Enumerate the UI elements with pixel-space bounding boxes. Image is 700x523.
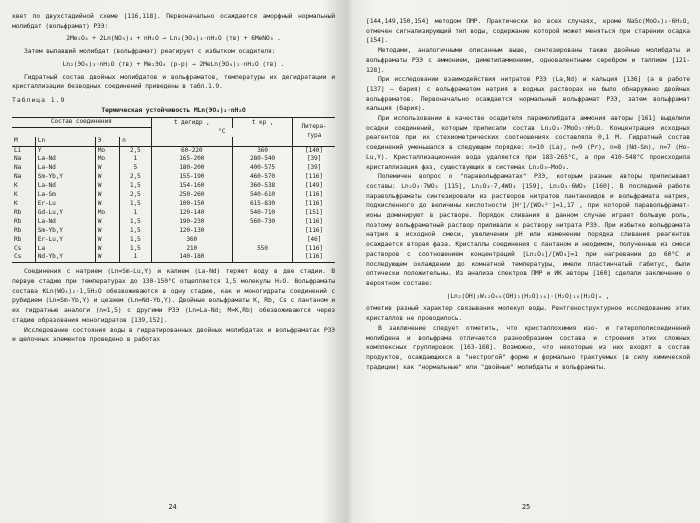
table-row: [12, 227, 335, 236]
cell-n: 1,5: [120, 182, 151, 191]
cell-tdegidr: 120-140: [151, 209, 232, 218]
cell-tkr: 540-610: [232, 191, 292, 200]
cell-tkr: [232, 227, 292, 236]
cell-n: 5: [120, 164, 151, 173]
header-n: n: [120, 137, 151, 146]
thermal-stability-table: [12, 117, 335, 263]
cell-e: Mo: [95, 146, 119, 155]
table-row: [12, 209, 335, 218]
equation: Ln₂(ЭO₄)₃·nH₂O (тв) + Me₂ЭO₄ (р-р) → 2MeLn(ЭO₄)₂·nH₂O (тв) .: [62, 59, 285, 68]
cell-m: Rb: [14, 217, 22, 225]
page-number: 25: [521, 503, 531, 512]
paragraph: Исследование состояния воды в гидратированных двойных молибдатах и вольфраматах РЗЭ и щелочных элементов проведено в работах: [12, 325, 335, 344]
cell-lit: [116]: [293, 218, 336, 227]
paragraph: В заключение следует отметить, что кристаллохимия изо- и гетерополисоединений молибдена и вольфрама отличается разнообразием состава и строения этих сложных комплексных группировок [163-168]. Возможно, что некоторые из них входят в состав продуктов, осаждающихся в "нестрогой" форме и формально трактуемых (в силу химической традиции) как "нормальные" или "двойные" молибдаты и вольфраматы.: [366, 323, 690, 371]
cell-n: 1,5: [120, 245, 151, 254]
cell-e: W: [95, 245, 119, 254]
cell-n: 1: [120, 253, 151, 262]
cell-m: Na: [14, 173, 22, 181]
cell-lit: [39]: [293, 155, 336, 164]
cell-m: Li: [14, 146, 22, 154]
cell-n: 1,5: [120, 236, 151, 245]
header-composition: Состав соединения: [12, 118, 151, 128]
cell-m: Cs: [12, 253, 35, 262]
cell-lit: [39]: [293, 164, 336, 173]
cell-e: Mo: [95, 209, 119, 218]
cell-m: K: [14, 182, 18, 190]
cell-tdegidr: 210: [151, 245, 232, 254]
cell-ln: Gd-Lu,Y: [35, 209, 95, 218]
header-tdegidr: t дегидр ,: [151, 118, 232, 128]
cell-tdegidr: 180-200: [151, 164, 232, 173]
cell-lit: [46]: [293, 236, 336, 245]
cell-m: K: [14, 191, 18, 199]
cell-tdegidr: 100-150: [151, 200, 232, 209]
cell-n: 2,5: [120, 191, 151, 200]
cell-tkr: 360-538: [232, 182, 292, 191]
cell-tkr: 615-830: [232, 200, 292, 209]
header-e: Э: [95, 137, 119, 146]
table-row: [12, 164, 335, 173]
cell-lit: [116]: [293, 200, 336, 209]
cell-tkr: 540-710: [232, 209, 292, 218]
cell-ln: La-Sm: [35, 191, 95, 200]
cell-m: Rb: [14, 235, 22, 243]
table-row: [12, 191, 335, 200]
cell-tdegidr: 120-130: [151, 227, 232, 236]
cell-ln: La-Nd: [35, 218, 95, 227]
page-number: 24: [168, 503, 177, 512]
cell-m: Na: [14, 164, 22, 172]
cell-tkr: 400-575: [232, 164, 292, 173]
cell-tkr: 550: [232, 245, 292, 254]
cell-tdegidr: 250-260: [151, 191, 232, 200]
cell-m: Cs: [14, 244, 22, 252]
cell-lit: [116]: [293, 173, 336, 182]
cell-ln: Sm-Yb,Y: [35, 227, 95, 236]
cell-m: Rb: [14, 226, 22, 234]
table-title: Термическая устойчивость MLn(ЭO₄)₂·nH₂O: [101, 105, 246, 114]
paragraph: Методами, аналогичными описанным выше, синтезированы также двойные молибдаты и вольфраматы РЗЭ с аммонием, диметиламмонием, одновалентными серебром и таллием [121-128].: [366, 46, 690, 74]
cell-lit: [116]: [293, 227, 336, 236]
cell-tdegidr: 140-180: [151, 253, 232, 262]
table-row: [12, 155, 335, 164]
table-row: [12, 200, 335, 209]
paragraph: квет по двухстадийной схеме [116,118]. Первоначально осаждается аморфный нормальный молибдат (вольфрамат) РЗЭ:: [12, 12, 335, 30]
cell-tkr: [232, 253, 292, 262]
header-m: M: [12, 137, 35, 146]
cell-ln: La-Nd: [35, 182, 95, 191]
paragraph: При использовании в качестве осадителя парамолибдата аммония авторы [161] выделили осадки соединений, которым приписали состав Ln₂O₃·7MoO₃·nH₂O. Концентрация исходных реагентов при их стехиометрических соотношениях составляла 0,1 М. Гидратный состав соединений уменьшался в следующем порядке: n=10 (La), n=9 (Pr), n=8 (Nd-Sm), n=7 (Ho-Lu,Y). Кристаллизационная вода удаляется при 183-265°С, а при 410-548°С происходила кристаллизация фаз, существующих в системах Ln₂O₃–MoO₃.: [366, 114, 690, 171]
cell-tkr: 280-540: [232, 155, 292, 164]
cell-ln: Nd-Yb,Y: [35, 253, 95, 262]
cell-ln: Sm-Yb,Y: [35, 173, 95, 182]
equation: 2Me₂O₄ + 2Ln(NO₃)₃ + nH₂O → Ln₂(ЭO₄)₃·nH₂O (тв) + 6MeNO₃ .: [66, 34, 281, 43]
cell-lit: [116]: [293, 245, 336, 254]
paragraph: При исследовании взаимодействия нитратов РЗЭ (La,Nd) и кальция [136] (а в работе [137] – бария) с вольфраматом натрия в водных растворах не было обнаружено двойных вольфраматов. Первоначально осаждается нормальный вольфрамат РЗЭ, затем вольфрамат кальция (бария).: [366, 75, 690, 113]
cell-n: 1: [120, 209, 151, 218]
paragraph: Полемичен вопрос о "паравольфраматах" РЗЭ, которым разные авторы приписывают составы: Ln₂O₃·7WO₃ [115], Ln₂O₃·7,4WO₃ [159], Ln₂O₃·6WO₃ [160]. В последней работе паравольфраматы синтезировали из растворов нитратов лантаноидов и вольфрамата натрия, подкисленного до величины кислотности [H⁺]/[WO₄²⁻]=1,17 , при которой паравольфрамат-ионы доминируют в растворе. Порядок сливания в данном случае играет большую роль, поэтому вольфраматный раствор приливали к раствору нитрата РЗЭ. При избытке вольфрамата натрия в исходной смеси, увеличении pH или изменении порядка сливания реагентов осаждается вторая фаза. Кристаллы соединения с лантаном и неодимом, полученные из смеси растворов с соотношением концентраций [Ln₂O₃]/[WO₃]=1 при нагревании до 60°С и последующем охлаждении до комнатной температуры, имели пластинчатый габитус, были оптически положительны. Из анализа спектров ПМР и ИК авторы [160] сделали заключение о вероятном составе:: [366, 172, 690, 287]
paragraph: Соединения с натрием (Ln=Sm-Lu,Y) и калием (La-Nd) теряют воду в две стадии. В первую стадию при температурах до 130-150°С отщепляется 1,5 молекулы H₂O. Вольфраматы состава KLn(WO₄)₂·1,5H₂O обезвоживаются в одну стадию, как и моногидраты соединений с рубидием (Ln=Sm-Yb,Y) и цезием (Ln=Nd-Yb,Y). Двойные вольфраматы K, Rb, Cs с лантаном и их гидратные аналоги (n=1,5) с другими РЗЭ (Ln=La-Nd; M=K,Rb) обезвоживаются через стадию образования моногидратов [139,152].: [12, 267, 335, 324]
table-caption: Таблица 1.9: [12, 95, 66, 104]
paragraph: Затем выпавший молибдат (вольфрамат) реагирует с избытком осадителя:: [24, 47, 276, 56]
cell-ln: La-Nd: [35, 164, 95, 173]
cell-tdegidr: 360: [151, 236, 232, 245]
cell-tdegidr: 190-230: [151, 218, 232, 227]
header-tkr: t кр ,: [232, 118, 292, 128]
cell-m: K: [14, 199, 18, 207]
header-ln: Ln: [35, 137, 95, 146]
page-left: [0, 0, 345, 523]
cell-e: W: [95, 182, 119, 191]
table-row: [12, 245, 335, 254]
cell-lit: [151]: [293, 209, 336, 218]
cell-tkr: 560-730: [232, 218, 292, 227]
paragraph: отметив разный характер связывания молекул воды. Рентгеноструктурное исследование этих кристаллов не проводилось.: [366, 304, 690, 323]
cell-tkr: [232, 236, 292, 245]
cell-tdegidr: 154-160: [151, 182, 232, 191]
cell-ln: La: [35, 245, 95, 254]
table-row: [12, 253, 335, 262]
cell-ln: Y: [35, 146, 95, 155]
cell-n: 1: [120, 155, 151, 164]
table-row: [12, 236, 335, 245]
cell-tkr: 460-570: [232, 173, 292, 182]
equation: (Ln₂(OH)₂W₁₂O₄₀(OH)₂(H₂O)₁₆)·(H₂O)₁₀(H₂O)ₓ ,: [446, 291, 610, 300]
cell-n: 2,5: [120, 173, 151, 182]
cell-n: 1,5: [120, 227, 151, 236]
cell-m: Na: [14, 155, 22, 163]
cell-lit: [116]: [293, 253, 336, 262]
paragraph: Гидратный состав двойных молибдатов и вольфраматов, температуры их дегидратации и кристаллизации безводных соединений приведены в табл.1.9.: [12, 72, 335, 91]
cell-n: 1,5: [120, 218, 151, 227]
cell-e: W: [95, 227, 119, 236]
cell-ln: Er-Lu: [35, 200, 95, 209]
cell-n: 1,5: [120, 200, 151, 209]
cell-tkr: 360: [232, 146, 292, 155]
table-row: [12, 182, 335, 191]
cell-e: W: [95, 191, 119, 200]
cell-ln: Er-Lu,Y: [35, 236, 95, 245]
cell-lit: [140]: [293, 146, 336, 155]
header-unit: °C: [151, 128, 293, 137]
cell-tdegidr: 155-190: [151, 173, 232, 182]
cell-lit: [116]: [293, 191, 336, 200]
paragraph: [144,149,150,154] методом ПМР. Практически во всех случаях, кроме NaSc(MoO₄)₂·6H₂O, отмечен сигнализирующий тип воды, содержание которой может меняться при старении осадка [154].: [366, 17, 690, 45]
cell-m: Rb: [14, 208, 22, 216]
table-row: [12, 218, 335, 227]
cell-lit: [149]: [293, 182, 336, 191]
page-right: [352, 0, 700, 523]
header-literature: Литера- тура: [293, 118, 336, 146]
table-row: [12, 173, 335, 182]
cell-e: Mo: [95, 155, 119, 164]
cell-tdegidr: 60-220: [151, 146, 232, 155]
cell-ln: La-Nd: [35, 155, 95, 164]
cell-e: W: [95, 253, 119, 262]
cell-e: W: [95, 200, 119, 209]
cell-n: 2,5: [120, 146, 151, 155]
cell-e: W: [95, 164, 119, 173]
cell-e: W: [95, 173, 119, 182]
cell-e: W: [95, 218, 119, 227]
table-row: [12, 146, 335, 155]
cell-tdegidr: 165-200: [151, 155, 232, 164]
cell-e: W: [95, 236, 119, 245]
